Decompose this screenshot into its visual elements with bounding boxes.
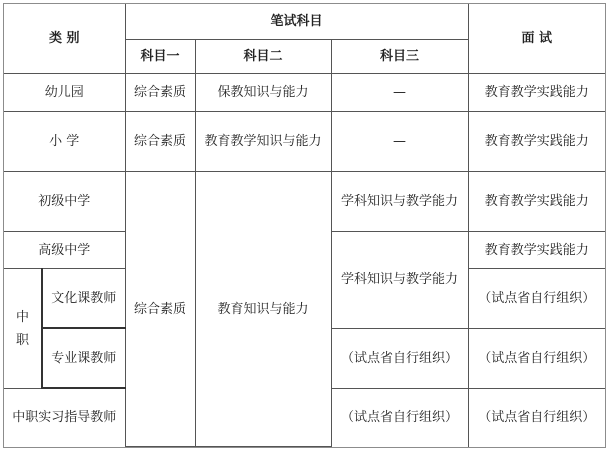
- header-subject-one: 科目一: [125, 39, 195, 73]
- row-label-vocational-professional: 专业课教师: [42, 328, 125, 388]
- cell-senior-middle-interview: 教育教学实践能力: [468, 232, 605, 269]
- cell-vocational-internship-subject-three: （试点省自行组织）: [331, 388, 468, 446]
- cell-junior-middle-interview: 教育教学实践能力: [468, 172, 605, 232]
- cell-kindergarten-subject-two: 保教知识与能力: [195, 73, 331, 111]
- cell-junior-middle-subject-three: 学科知识与教学能力: [331, 172, 468, 232]
- row-label-vocational-cultural: 文化课教师: [42, 269, 125, 328]
- row-label-junior-middle: 初级中学: [4, 172, 125, 232]
- cell-primary-subject-two: 教育教学知识与能力: [195, 111, 331, 171]
- header-subject-three: 科目三: [331, 39, 468, 73]
- cell-kindergarten-subject-three: —: [331, 73, 468, 111]
- row-label-primary: 小 学: [4, 111, 125, 171]
- cell-secondary-subject-two: 教育知识与能力: [195, 172, 331, 447]
- cell-primary-subject-one: 综合素质: [125, 111, 195, 171]
- row-label-vocational: 中职: [4, 269, 42, 388]
- cell-vocational-cultural-interview: （试点省自行组织）: [468, 269, 605, 328]
- cell-primary-interview: 教育教学实践能力: [468, 111, 605, 171]
- exam-subjects-table: [4, 4, 605, 447]
- cell-kindergarten-subject-one: 综合素质: [125, 73, 195, 111]
- cell-vocational-professional-subject-three: （试点省自行组织）: [331, 328, 468, 388]
- header-category: 类 别: [4, 4, 125, 73]
- cell-vocational-internship-interview: （试点省自行组织）: [468, 388, 605, 446]
- cell-primary-subject-three: —: [331, 111, 468, 171]
- header-written-exam: 笔试科目: [125, 4, 468, 39]
- row-label-vocational-internship: 中职实习指导教师: [4, 388, 125, 446]
- row-label-kindergarten: 幼儿园: [4, 73, 125, 111]
- cell-kindergarten-interview: 教育教学实践能力: [468, 73, 605, 111]
- cell-vocational-professional-interview: （试点省自行组织）: [468, 328, 605, 388]
- cell-senior-cultural-subject-three: 学科知识与教学能力: [331, 232, 468, 328]
- cell-secondary-subject-one: 综合素质: [125, 172, 195, 447]
- header-interview: 面 试: [468, 4, 605, 73]
- header-subject-two: 科目二: [195, 39, 331, 73]
- exam-subjects-table-frame: [3, 3, 606, 448]
- row-label-senior-middle: 高级中学: [4, 232, 125, 269]
